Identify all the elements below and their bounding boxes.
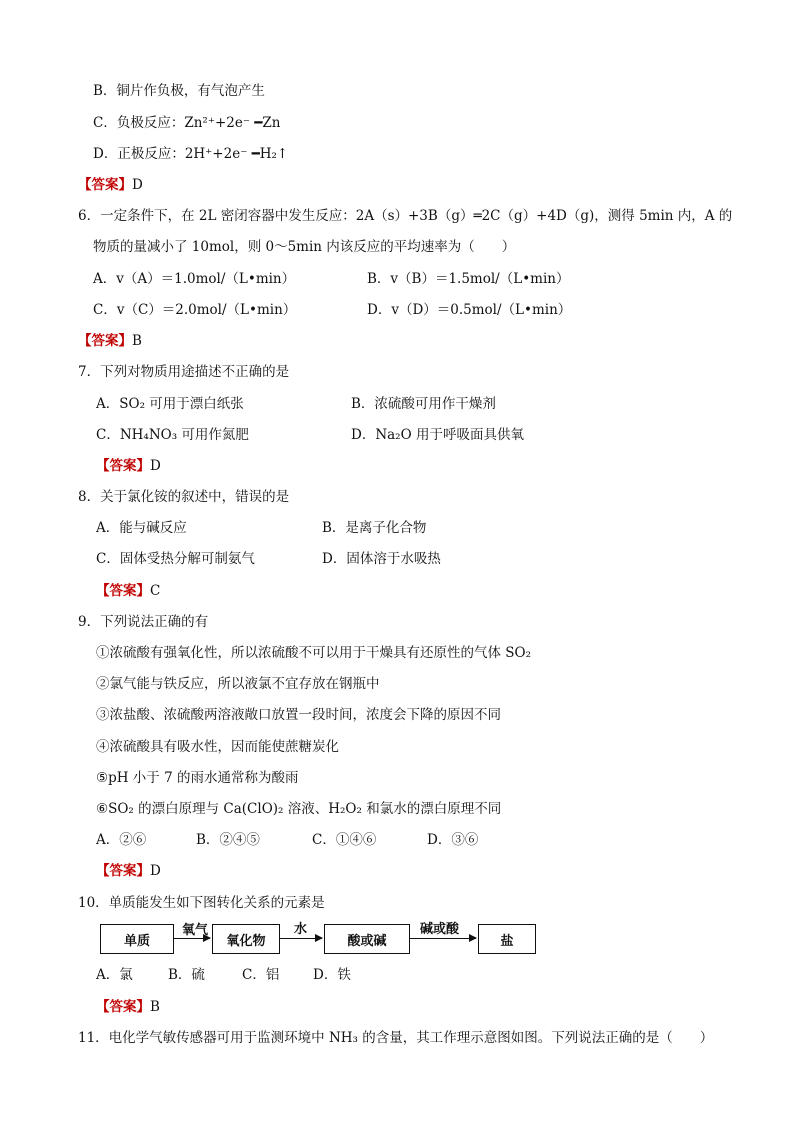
q6-option-d: D．v（D）＝0.5mol/（L•min） [367, 302, 572, 318]
q6-stem-line2: 物质的量减小了 10mol，则 0～5min 内该反应的平均速率为（ ） [93, 239, 516, 255]
answer-tag: 【答案】 [96, 999, 150, 1015]
q9-option-b: B．②④⑤ [196, 832, 260, 848]
q6-option-a: A．v（A）＝1.0mol/（L•min） [93, 271, 296, 287]
q6-option-c: C．v（C）＝2.0mol/（L•min） [93, 302, 297, 318]
q7-option-b: B．浓硫酸可用作干燥剂 [351, 396, 496, 412]
q11-stem: 11．电化学气敏传感器可用于监测环境中 NH₃ 的含量，其工作理示意图如图。下列说法正确的是（ ） [78, 1030, 714, 1046]
q5-option-c: C．负极反应：Zn²⁺+2e⁻ ━Zn [93, 115, 281, 131]
q7-option-d: D．Na₂O 用于呼吸面具供氧 [351, 427, 524, 443]
q9-statement-5: ⑤pH 小于 7 的雨水通常称为酸雨 [96, 770, 299, 786]
answer-value: B [132, 333, 142, 349]
q9-statement-1: ①浓硫酸有强氧化性，所以浓硫酸不可以用于干燥具有还原性的气体 SO₂ [96, 645, 532, 661]
answer-tag: 【答案】 [78, 333, 132, 349]
q7-option-a: A．SO₂ 可用于漂白纸张 [96, 396, 244, 412]
q9-stem: 9．下列说法正确的有 [78, 614, 209, 630]
answer-value: D [150, 863, 161, 879]
flow-label-water: 水 [294, 922, 308, 937]
q10-stem: 10．单质能发生如下图转化关系的元素是 [78, 895, 325, 911]
q9-statement-4: ④浓硫酸具有吸水性，因而能使蔗糖炭化 [96, 739, 339, 755]
q8-stem: 8．关于氯化铵的叙述中，错误的是 [78, 489, 290, 505]
q5-option-b: B．铜片作负极，有气泡产生 [93, 83, 265, 99]
q6-option-b: B．v（B）＝1.5mol/（L•min） [367, 271, 570, 287]
answer-tag: 【答案】 [96, 863, 150, 879]
q7-option-c: C．NH₄NO₃ 可用作氮肥 [96, 427, 249, 443]
q8-option-c: C．固体受热分解可制氨气 [96, 551, 255, 567]
q6-stem-line1: 6．一定条件下，在 2L 密闭容器中发生反应：2A（s）+3B（g）═2C（g）+4D（g)，测得 5min 内，A 的 [78, 208, 733, 224]
flow-box-acid-or-base: 酸或碱 [324, 924, 410, 954]
q10-option-c: C．铝 [242, 967, 280, 983]
q9-answer [96, 862, 161, 880]
flow-box-oxide: 氧化物 [212, 924, 280, 954]
q8-option-b: B．是离子化合物 [322, 520, 427, 536]
answer-value: B [150, 999, 160, 1015]
q9-option-d: D．③⑥ [427, 832, 479, 848]
answer-tag: 【答案】 [96, 583, 150, 599]
q8-option-d: D．固体溶于水吸热 [322, 551, 441, 567]
answer-tag: 【答案】 [96, 458, 150, 474]
flow-label-oxygen: 氧气 [182, 923, 209, 938]
flow-label-base-or-acid: 碱或酸 [420, 922, 460, 937]
q9-option-c: C．①④⑥ [312, 832, 377, 848]
q6-answer [78, 332, 142, 350]
q7-answer [96, 457, 161, 475]
q9-statement-2: ②氯气能与铁反应，所以液氯不宜存放在钢瓶中 [96, 676, 380, 692]
flow-arrow-1 [174, 938, 210, 939]
q10-answer [96, 998, 160, 1016]
q8-answer [96, 582, 160, 600]
q5-option-d: D．正极反应：2H⁺+2e⁻ ━H₂↑ [93, 146, 289, 162]
flow-box-element: 单质 [100, 924, 174, 954]
flow-arrow-3 [410, 938, 476, 939]
flow-arrow-2 [280, 938, 322, 939]
q8-option-a: A．能与碱反应 [96, 520, 187, 536]
answer-value: C [150, 583, 161, 599]
answer-value: D [132, 177, 143, 193]
flow-box-salt: 盐 [478, 924, 536, 954]
q5-answer [78, 176, 143, 194]
q10-option-b: B．硫 [168, 967, 205, 983]
q10-option-a: A．氯 [96, 967, 133, 983]
q9-option-a: A．②⑥ [96, 832, 147, 848]
q10-option-d: D．铁 [313, 967, 351, 983]
q9-statement-3: ③浓盐酸、浓硫酸两溶液敞口放置一段时间，浓度会下降的原因不同 [96, 707, 501, 723]
answer-tag: 【答案】 [78, 177, 132, 193]
q7-stem: 7．下列对物质用途描述不正确的是 [78, 364, 290, 380]
answer-value: D [150, 458, 161, 474]
q9-statement-6: ⑥SO₂ 的漂白原理与 Ca(ClO)₂ 溶液、H₂O₂ 和氯水的漂白原理不同 [96, 801, 502, 817]
q10-flow-diagram [100, 924, 540, 956]
